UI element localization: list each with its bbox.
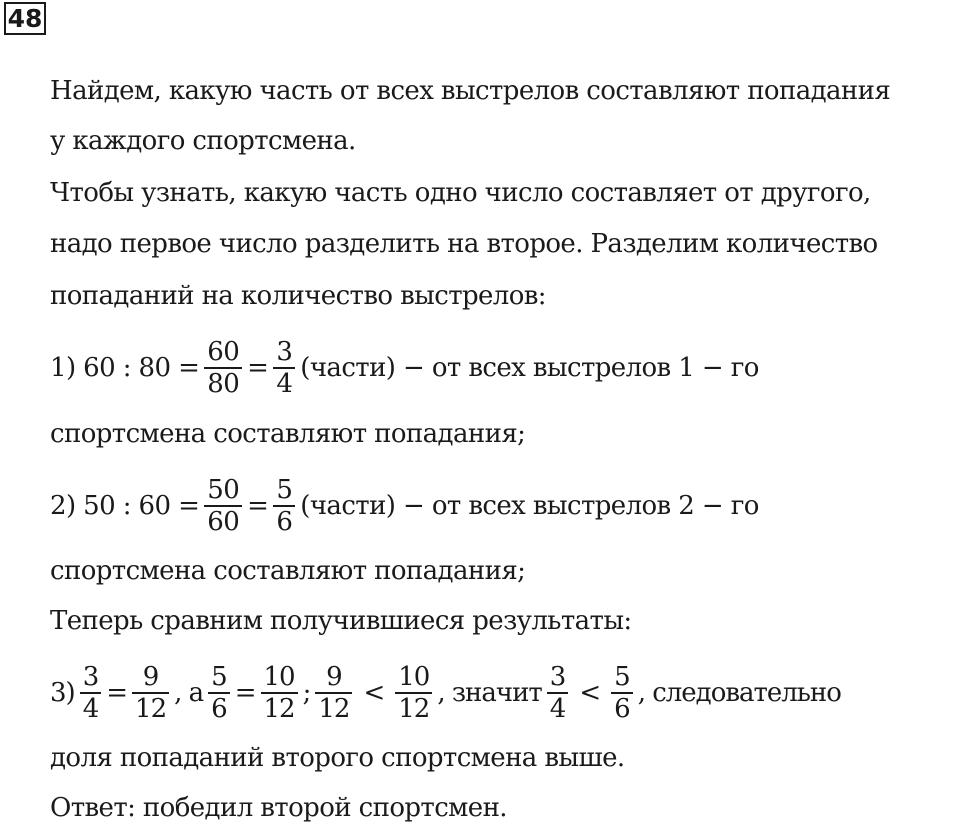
step2-tail: (части) − от всех выстрелов 2 − го xyxy=(300,491,759,521)
fraction-10-12 xyxy=(261,662,298,724)
fraction-denominator: 80 xyxy=(204,367,242,399)
task-number-badge: 48 xyxy=(4,2,46,35)
text-line-5: попаданий на количество выстрелов: xyxy=(50,281,546,311)
fraction-numerator: 60 xyxy=(207,337,240,367)
fraction-numerator: 5 xyxy=(614,662,630,692)
fraction-denominator: 4 xyxy=(273,367,295,399)
fraction-5-6 xyxy=(208,662,230,724)
fraction-numerator: 10 xyxy=(263,662,295,692)
less-than-sign: < xyxy=(579,678,601,708)
fraction-denominator: 12 xyxy=(261,692,298,724)
text-line-1: Найдем, какую часть от всех выстрелов составляют попадания xyxy=(50,76,891,106)
equals-sign: = xyxy=(234,678,256,708)
calc-step-1 xyxy=(50,334,759,402)
step1-tail: (части) − от всех выстрелов 1 − го xyxy=(300,353,759,383)
fraction-3-4 xyxy=(547,662,569,724)
equals-sign: = xyxy=(247,491,269,521)
equals-sign: = xyxy=(106,678,128,708)
fraction-denominator: 6 xyxy=(611,692,633,724)
calc-step-2 xyxy=(50,472,759,540)
fraction-numerator: 50 xyxy=(207,475,240,505)
fraction-9-12 xyxy=(315,662,352,724)
fraction-numerator: 5 xyxy=(276,475,293,505)
text-line-9: спортсмена составляют попадания; xyxy=(50,556,526,586)
text-line-7: спортсмена составляют попадания; xyxy=(50,419,526,449)
fraction-denominator: 12 xyxy=(315,692,352,724)
text-line-4: надо первое число разделить на второе. Разделим количество xyxy=(50,229,878,259)
text-consequently: , следовательно xyxy=(637,678,841,708)
fraction-3-4 xyxy=(80,662,102,724)
fraction-5-6 xyxy=(273,475,295,537)
step3-label: 3) xyxy=(50,678,75,708)
fraction-denominator: 4 xyxy=(80,692,102,724)
text-line-3: Чтобы узнать, какую часть одно число составляет от другого, xyxy=(50,178,871,208)
fraction-denominator: 12 xyxy=(395,692,432,724)
text-line-2: у каждого спортсмена. xyxy=(50,126,356,156)
answer-line: Ответ: победил второй спортсмен. xyxy=(50,793,507,823)
fraction-numerator: 3 xyxy=(276,337,293,367)
fraction-denominator: 6 xyxy=(273,505,295,537)
less-than-sign: < xyxy=(363,678,385,708)
fraction-denominator: 60 xyxy=(204,505,242,537)
text-line-12: доля попаданий второго спортсмена выше. xyxy=(50,743,625,773)
step2-label: 2) 50 : 60 = xyxy=(50,491,200,521)
fraction-60-80 xyxy=(204,337,242,399)
fraction-denominator: 4 xyxy=(547,692,569,724)
calc-step-3 xyxy=(50,659,841,727)
semicolon: ; xyxy=(302,678,311,708)
text-therefore: , значит xyxy=(437,678,542,708)
fraction-9-12 xyxy=(132,662,169,724)
step1-label: 1) 60 : 80 = xyxy=(50,353,200,383)
fraction-5-6 xyxy=(611,662,633,724)
fraction-numerator: 9 xyxy=(326,662,342,692)
fraction-numerator: 9 xyxy=(142,662,159,692)
fraction-3-4 xyxy=(273,337,295,399)
text-and: , а xyxy=(174,678,204,708)
equals-sign: = xyxy=(247,353,269,383)
fraction-numerator: 3 xyxy=(82,662,99,692)
fraction-denominator: 6 xyxy=(208,692,230,724)
fraction-numerator: 5 xyxy=(211,662,227,692)
fraction-numerator: 3 xyxy=(549,662,566,692)
fraction-50-60 xyxy=(204,475,242,537)
text-line-10: Теперь сравним получившиеся результаты: xyxy=(50,606,632,636)
fraction-10-12 xyxy=(395,662,432,724)
fraction-numerator: 10 xyxy=(398,662,430,692)
fraction-denominator: 12 xyxy=(132,692,169,724)
